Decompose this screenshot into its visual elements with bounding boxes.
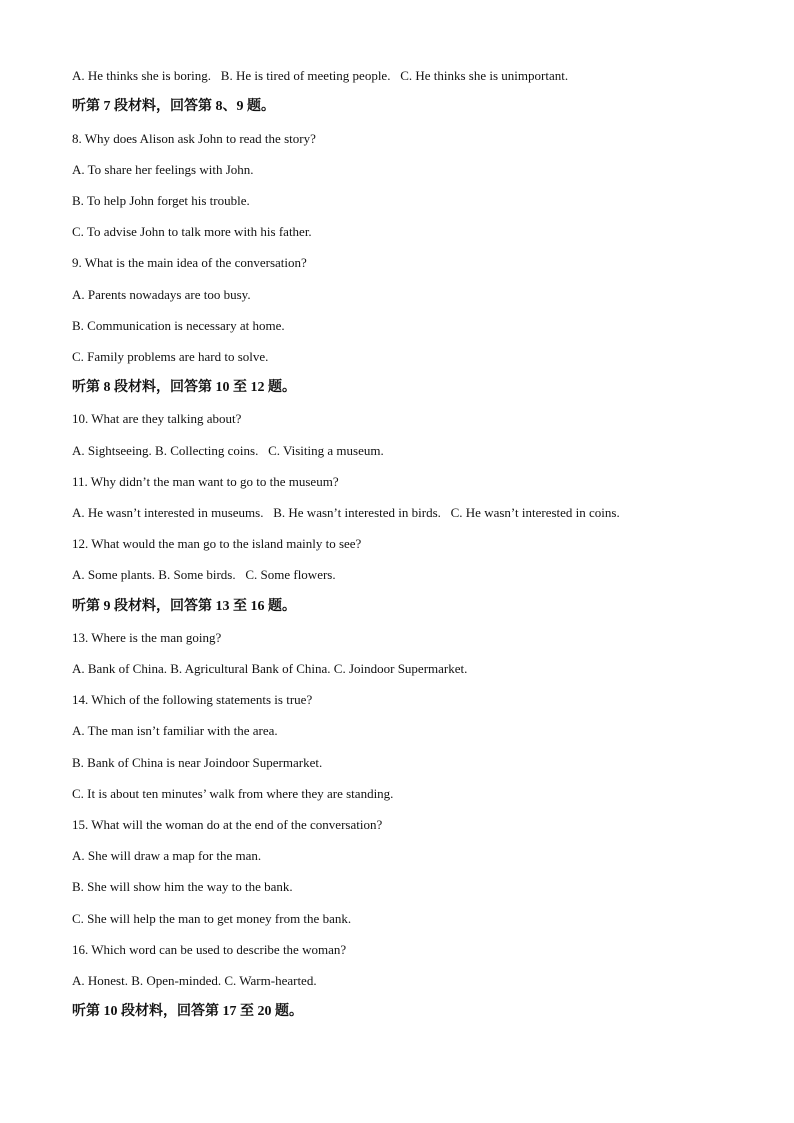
question-text: 11. Why didn’t the man want to go to the museum? [72,474,339,489]
answer-option: A. Honest. B. Open-minded. C. Warm-hearted. [72,973,317,988]
answer-option: C. She will help the man to get money from the bank. [72,911,352,926]
answer-option: A. Sightseeing. B. Collecting coins. C. Visiting a museum. [72,443,384,458]
answer-option: C. Family problems are hard to solve. [72,349,269,364]
answer-option: A. Bank of China. B. Agricultural Bank of China. C. Joindoor Supermarket. [72,661,468,676]
question-text: 15. What will the woman do at the end of the conversation? [72,817,383,832]
question-text: 10. What are they talking about? [72,411,242,426]
question-text: 8. Why does Alison ask John to read the story? [72,131,316,146]
answer-option: A. Parents nowadays are too busy. [72,287,251,302]
answer-option: B. Bank of China is near Joindoor Supermarket. [72,755,323,770]
question-text: 14. Which of the following statements is true? [72,692,313,707]
answer-option: B. To help John forget his trouble. [72,193,250,208]
answer-option: A. He wasn’t interested in museums. B. He wasn’t interested in birds. C. He wasn’t interested in coins. [72,505,620,520]
answer-option: C. To advise John to talk more with his father. [72,224,312,239]
answer-option: A. He thinks she is boring. B. He is tired of meeting people. C. He thinks she is unimportant. [72,68,569,83]
answer-option: A. The man isn’t familiar with the area. [72,723,278,738]
answer-option: A. Some plants. B. Some birds. C. Some flowers. [72,567,336,582]
answer-option: A. To share her feelings with John. [72,162,254,177]
answer-option: A. She will draw a map for the man. [72,848,262,863]
question-text: 13. Where is the man going? [72,630,222,645]
section-heading: 听第 10 段材料，回答第 17 至 20 题。 [72,1004,303,1019]
section-heading: 听第 8 段材料，回答第 10 至 12 题。 [72,380,296,395]
question-text: 16. Which word can be used to describe the woman? [72,942,347,957]
question-text: 12. What would the man go to the island mainly to see? [72,536,362,551]
answer-option: B. Communication is necessary at home. [72,318,285,333]
answer-option: C. It is about ten minutes’ walk from where they are standing. [72,786,394,801]
question-text: 9. What is the main idea of the conversation? [72,255,307,270]
answer-option: B. She will show him the way to the bank. [72,879,293,894]
section-heading: 听第 9 段材料，回答第 13 至 16 题。 [72,599,296,614]
section-heading: 听第 7 段材料，回答第 8、9 题。 [72,99,275,114]
